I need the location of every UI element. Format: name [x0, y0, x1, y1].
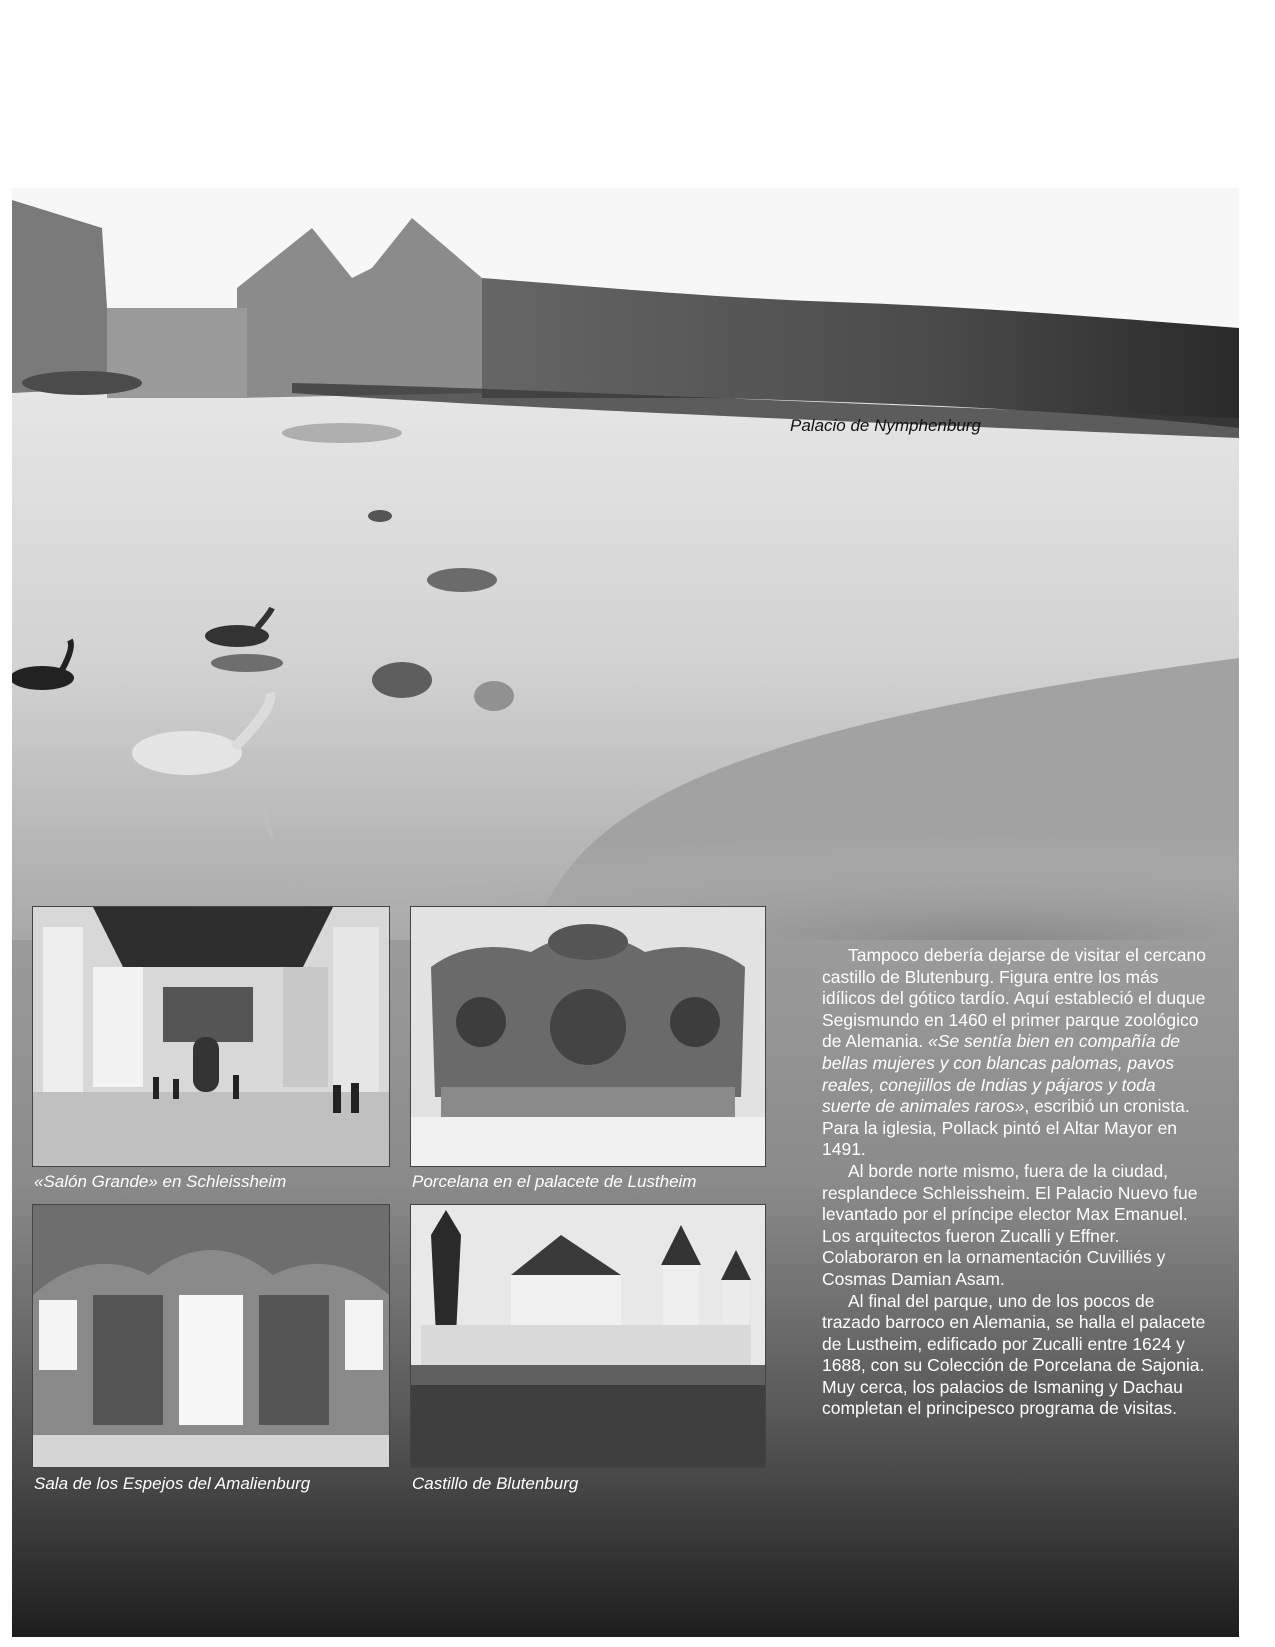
p1-start: Tampoco debería dejarse de visitar el cercano castillo de Blutenburg. Figura entre los más idílicos del gótico tardío. Aquí estableció el duque Segismundo en 1460 el primer parque zoológico de Alemania.	[822, 945, 1206, 1052]
blur-mark	[282, 423, 402, 443]
blutenburg-photo	[410, 1204, 766, 1468]
article-text	[822, 945, 1207, 1420]
bird-blur	[372, 662, 432, 698]
sala-espejos-scene	[33, 1205, 389, 1467]
p1-end: , escribió un cronista. Para la iglesia, Pollack pintó el Altar Mayor en 1491.	[822, 1096, 1190, 1160]
caption-blutenburg: Castillo de Blutenburg	[412, 1474, 579, 1493]
caption-salon-grande: «Salón Grande» en Schleissheim	[34, 1172, 287, 1191]
bird-blur	[427, 568, 497, 592]
island	[22, 371, 142, 395]
caption-porcelana: Porcelana en el palacete de Lustheim	[412, 1172, 697, 1191]
palace-left-wing	[12, 200, 112, 393]
salon-grande-photo	[32, 906, 390, 1167]
p1-quote: «Se sentía bien en compañía de bellas mujeres y con blancas palomas, pavos reales, conejillos de Indias y pájaros y toda suerte de animales raros»	[822, 1031, 1181, 1117]
porcelana-photo	[410, 906, 766, 1167]
bird-blur	[368, 510, 392, 522]
article-paragraph-3: Al final del parque, uno de los pocos de trazado barroco en Alemania, se halla el palacete de Lustheim, edificado por Zucalli entre 1624 y 1688, con su Colección de Porcelana de Sajonia. Muy cerca, los palacios de Ismaning y Dachau completan el principesco programa de visitas.	[822, 1290, 1206, 1419]
bird-blur	[474, 681, 514, 711]
sala-espejos-photo	[32, 1204, 390, 1468]
blutenburg-scene	[411, 1205, 765, 1467]
nymphenburg-photo	[12, 188, 1239, 940]
article-paragraph-2: Al borde norte mismo, fuera de la ciudad, resplandece Schleissheim. El Palacio Nuevo fue levantado por el príncipe elector Max Emanuel. Los arquitectos fueron Zucalli y Effner. Colaboraron en la ornamentación Cuvilliés y Cosmas Damian Asam.	[822, 1160, 1198, 1289]
caption-sala-espejos: Sala de los Espejos del Amalienburg	[34, 1474, 311, 1493]
porcelana-scene	[411, 907, 765, 1166]
nymphenburg-scene	[12, 188, 1239, 940]
article-paragraph-1	[822, 945, 1207, 1161]
caption-nymphenburg: Palacio de Nymphenburg	[790, 416, 981, 435]
salon-grande-scene	[33, 907, 389, 1166]
